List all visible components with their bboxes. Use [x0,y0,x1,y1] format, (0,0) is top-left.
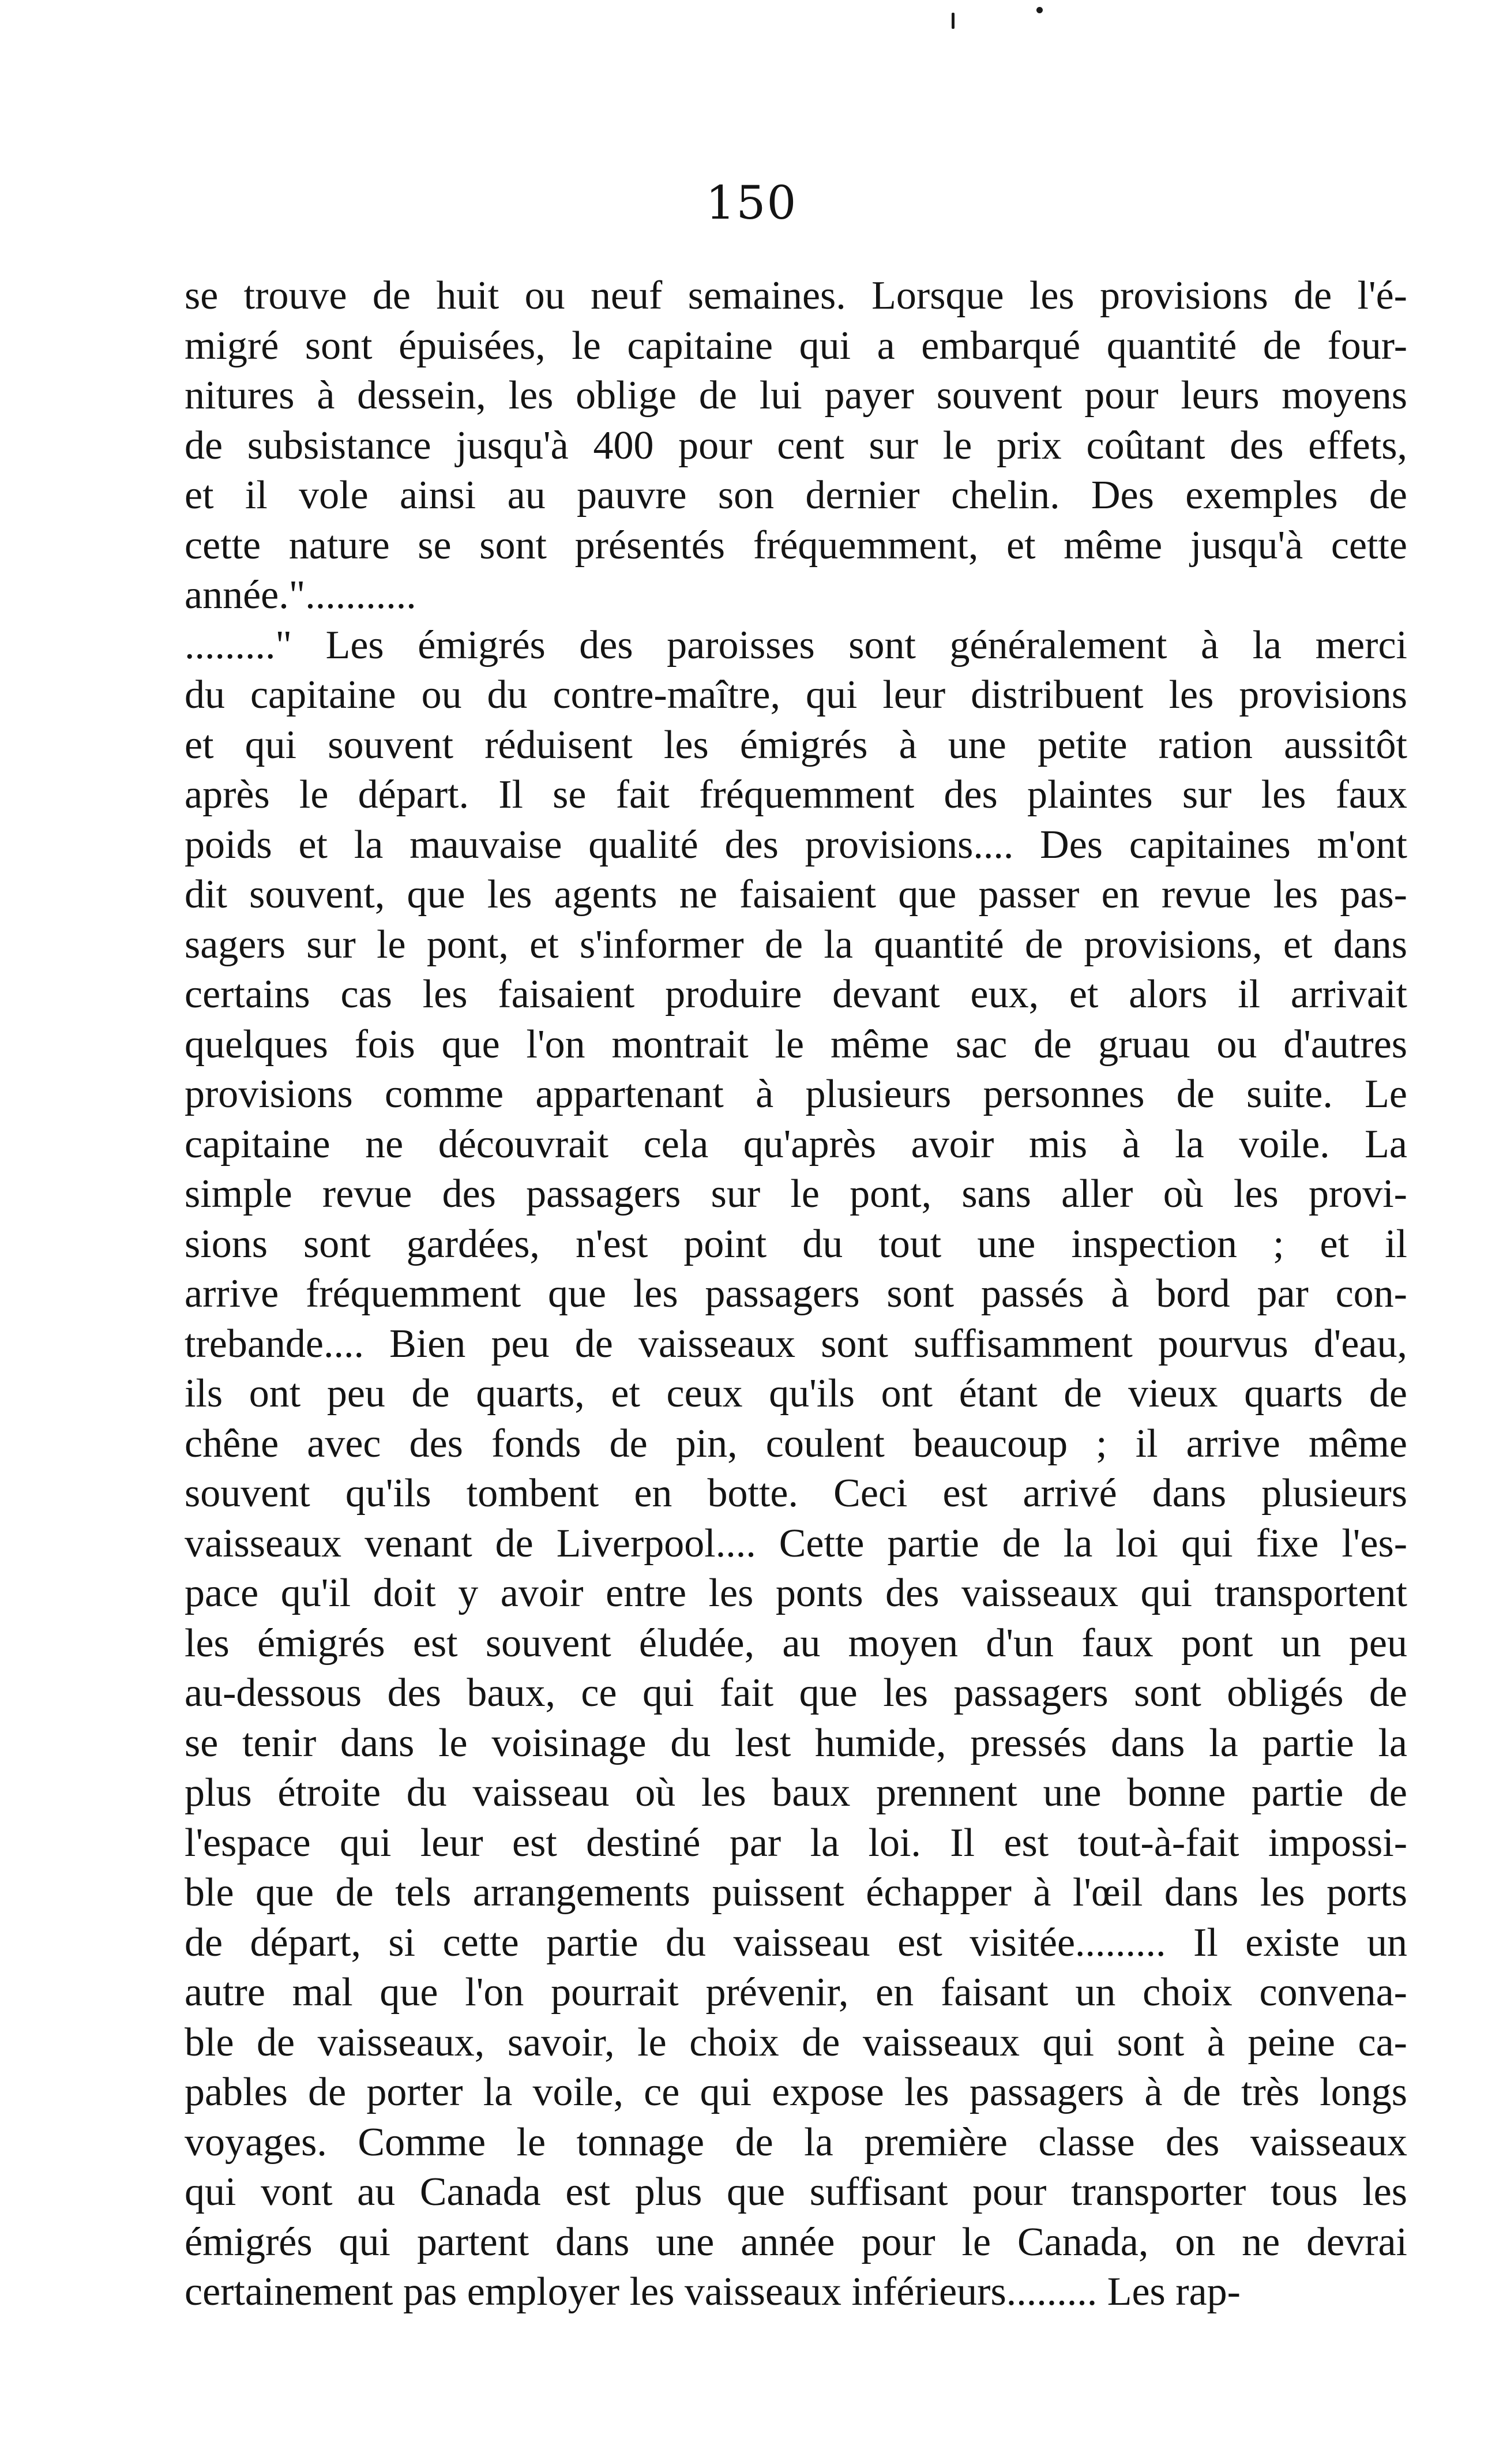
body-text [185,271,1407,2317]
text-line: sagers sur le pont, et s'informer de la quantité de provisions, et dans [185,922,1407,967]
text-line: de subsistance jusqu'à 400 pour cent sur le prix coûtant des effets, [185,423,1407,468]
text-line: autre mal que l'on pourrait prévenir, en faisant un choix convena- [185,1970,1407,2015]
text-line: vaisseaux venant de Liverpool.... Cette partie de la loi qui fixe l'es- [185,1521,1407,1566]
text-line: et qui souvent réduisent les émigrés à une petite ration aussitôt [185,722,1407,767]
text-line: pables de porter la voile, ce qui expose les passagers à de très longs [185,2070,1407,2114]
text-line: dit souvent, que les agents ne faisaient que passer en revue les pas- [185,872,1407,917]
text-line: quelques fois que l'on montrait le même sac de gruau ou d'autres [185,1022,1407,1067]
text-line: et il vole ainsi au pauvre son dernier chelin. Des exemples de [185,473,1407,517]
text-line: certainement pas employer les vaisseaux inférieurs......... Les rap- [185,2270,1241,2314]
text-line: se trouve de huit ou neuf semaines. Lorsque les provisions de l'é- [185,273,1407,318]
ink-speck [1036,7,1043,13]
text-line: poids et la mauvaise qualité des provisions.... Des capitaines m'ont [185,822,1407,867]
text-line: ble de vaisseaux, savoir, le choix de vaisseaux qui sont à peine ca- [185,2020,1407,2065]
text-line: simple revue des passagers sur le pont, sans aller où les provi- [185,1172,1407,1216]
text-line: pace qu'il doit y avoir entre les ponts des vaisseaux qui transportent [185,1571,1407,1615]
text-line: migré sont épuisées, le capitaine qui a embarqué quantité de four- [185,323,1407,368]
text-line: voyages. Comme le tonnage de la première classe des vaisseaux [185,2120,1407,2165]
text-line: provisions comme appartenant à plusieurs personnes de suite. Le [185,1072,1407,1116]
text-line: ble que de tels arrangements puissent échapper à l'œil dans les ports [185,1870,1407,1915]
text-line: trebande.... Bien peu de vaisseaux sont suffisamment pourvus d'eau, [185,1321,1407,1366]
text-line: chêne avec des fonds de pin, coulent beaucoup ; il arrive même [185,1421,1407,1466]
page-number: 150 [705,176,798,230]
text-line: de départ, si cette partie du vaisseau est visitée......... Il existe un [185,1920,1407,1965]
text-line: année."........... [185,573,416,617]
text-line: nitures à dessein, les oblige de lui payer souvent pour leurs moyens [185,373,1407,418]
text-line: plus étroite du vaisseau où les baux prennent une bonne partie de [185,1771,1407,1815]
text-line: arrive fréquemment que les passagers sont passés à bord par con- [185,1272,1407,1316]
text-line: sions sont gardées, n'est point du tout une inspection ; et il [185,1221,1407,1266]
text-line: ils ont peu de quarts, et ceux qu'ils ont étant de vieux quarts de [185,1371,1407,1416]
text-line: souvent qu'ils tombent en botte. Ceci est arrivé dans plusieurs [185,1471,1407,1516]
text-line: après le départ. Il se fait fréquemment des plaintes sur les faux [185,772,1407,817]
text-line: se tenir dans le voisinage du lest humide, pressés dans la partie la [185,1720,1407,1765]
text-line: ........." Les émigrés des paroisses sont généralement à la merci [185,622,1407,667]
text-line: émigrés qui partent dans une année pour le Canada, on ne devrai [185,2219,1407,2264]
text-line: du capitaine ou du contre-maître, qui leur distribuent les provisions [185,673,1407,717]
paragraph [185,271,1407,621]
paragraph [185,621,1407,2317]
text-line: l'espace qui leur est destiné par la loi. Il est tout-à-fait impossi- [185,1820,1407,1865]
text-line: capitaine ne découvrait cela qu'après avoir mis à la voile. La [185,1122,1407,1167]
text-line: qui vont au Canada est plus que suffisant pour transporter tous les [185,2170,1407,2214]
text-line: certains cas les faisaient produire devant eux, et alors il arrivait [185,972,1407,1017]
text-line: au-dessous des baux, ce qui fait que les passagers sont obligés de [185,1671,1407,1715]
text-line: les émigrés est souvent éludée, au moyen d'un faux pont un peu [185,1621,1407,1666]
ink-speck [952,13,955,29]
text-line: cette nature se sont présentés fréquemment, et même jusqu'à cette [185,523,1407,568]
